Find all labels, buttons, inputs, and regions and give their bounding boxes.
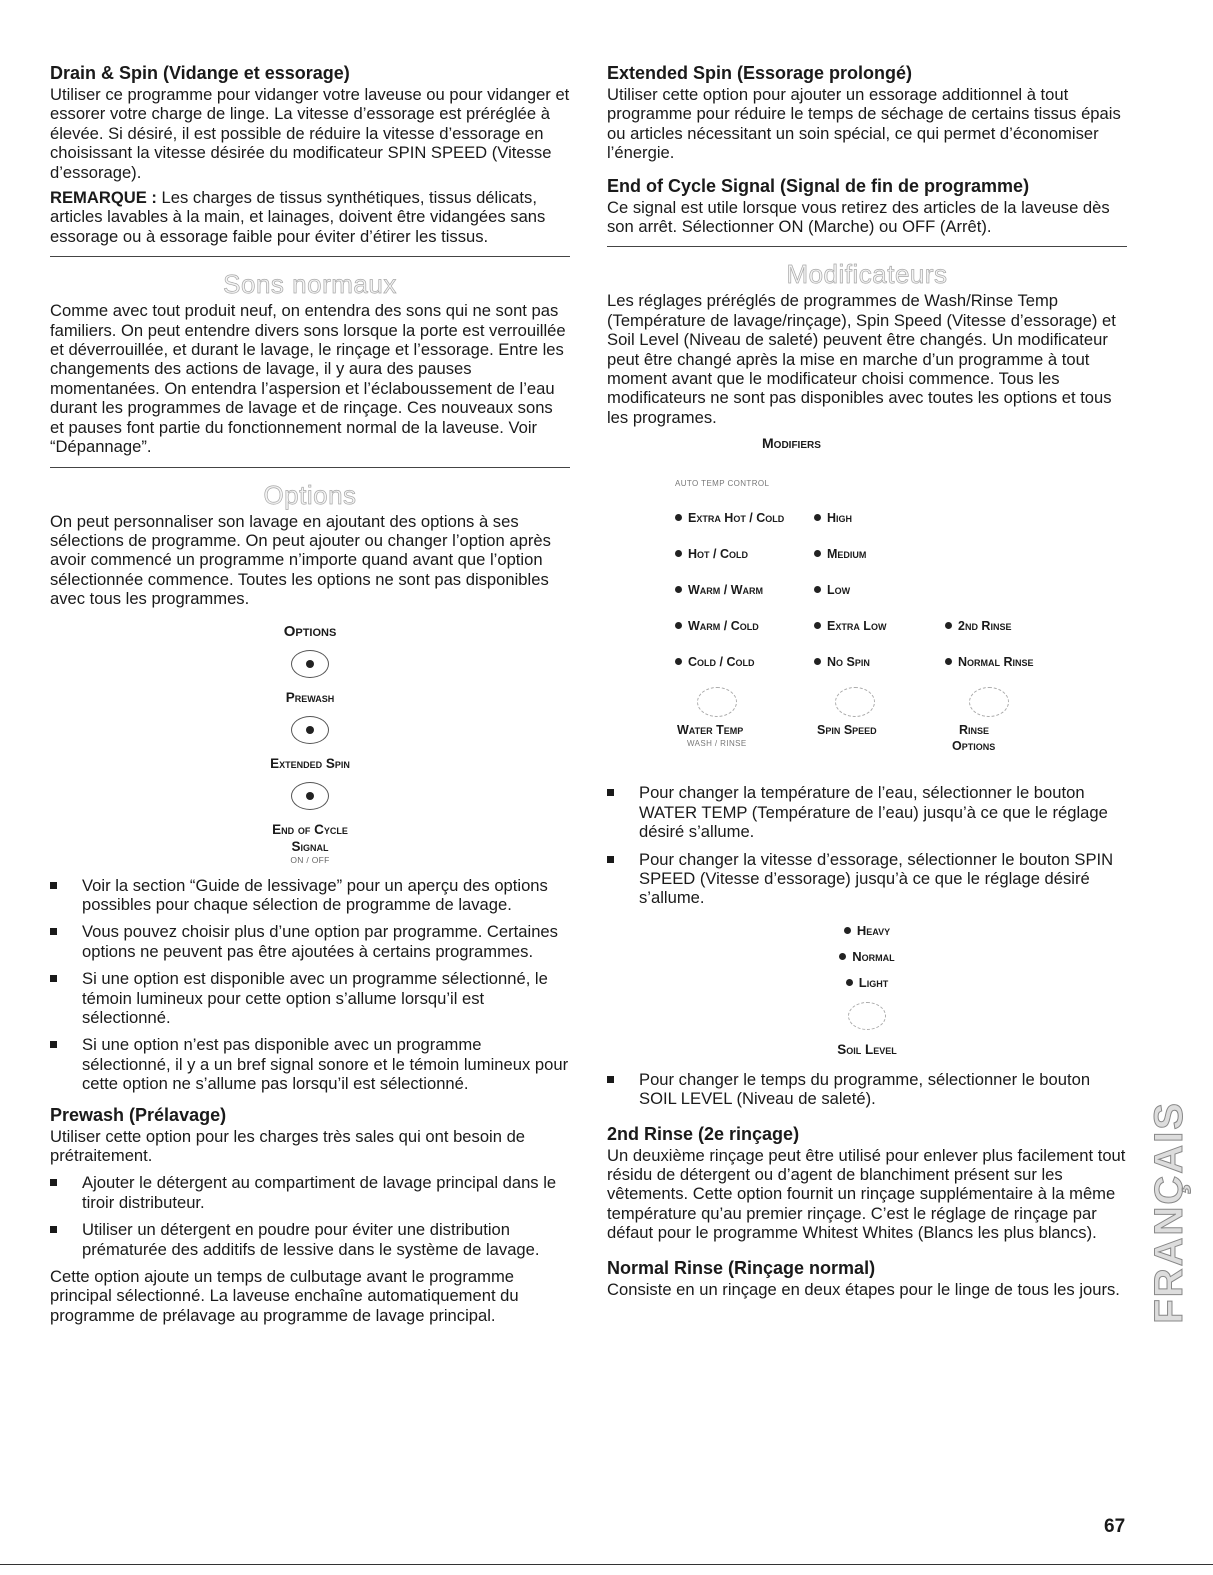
list-item: Utiliser un détergent en poudre pour éviter une distribution prématurée des additifs de lessive dans le système de lavage.: [50, 1220, 570, 1259]
rinse-item-normal-rinse: Normal Rinse: [945, 655, 1034, 669]
indicator-dot-icon: [814, 550, 821, 557]
indicator-dot-icon: [945, 658, 952, 665]
indicator-dot-icon: [675, 514, 682, 521]
indicator-dot-icon: [844, 927, 851, 934]
left-column: [50, 62, 570, 1325]
end-of-cycle-label: End of Cycle: [272, 821, 348, 837]
prewash-control: [50, 650, 570, 706]
indicator-dot-icon: [945, 622, 952, 629]
extended-spin-control: [50, 716, 570, 772]
water-temp-label: Water Temp: [677, 723, 744, 738]
end-of-cycle-control: [50, 782, 570, 866]
water-item-extra-hot-cold: Extra Hot / Cold: [675, 511, 784, 525]
spin-item-no-spin: No Spin: [814, 655, 870, 669]
water-item-hot-cold: Hot / Cold: [675, 547, 748, 561]
indicator-dot-icon: [814, 586, 821, 593]
normal-rinse-heading: Normal Rinse (Rinçage normal): [607, 1257, 876, 1278]
end-cycle-heading: End of Cycle Signal (Signal de fin de programme): [607, 175, 1030, 196]
spin-speed-button[interactable]: [835, 687, 875, 717]
spin-speed-label: Spin Speed: [817, 723, 877, 738]
drain-spin-body: Utiliser ce programme pour vidanger votre laveuse ou pour vidanger et essorer votre charge de linge. La vitesse d’essorage est préréglée à élevée. Si désiré, il est possible de réduire la vitesse d’essorage en choisissant la vitesse désirée du modificateur SPIN SPEED (Vitesse d’essorage).: [50, 85, 570, 182]
modifiers-labels: [607, 723, 1127, 779]
indicator-dot-icon: [675, 622, 682, 629]
drain-spin-heading: Drain & Spin (Vidange et essorage): [50, 63, 350, 83]
indicator-dot-icon: [814, 514, 821, 521]
indicator-dot-icon: [814, 658, 821, 665]
extended-spin-label: Extended Spin: [270, 755, 350, 771]
spin-item-extra-low: Extra Low: [814, 619, 886, 633]
list-item: Pour changer la vitesse d’essorage, sélectionner le bouton SPIN SPEED (Vitesse d’essorage) jusqu’à ce que le réglage désiré s’allume.: [607, 850, 1127, 908]
right-column: [607, 62, 1127, 1299]
divider: [607, 246, 1127, 247]
drain-spin-note: [50, 188, 570, 246]
language-tab-label: FRANÇAIS: [1146, 1100, 1191, 1324]
list-item: Pour changer le temps du programme, sélectionner le bouton SOIL LEVEL (Niveau de saleté).: [607, 1070, 1127, 1109]
second-rinse-heading: 2nd Rinse (2e rinçage): [607, 1123, 800, 1144]
soil-item-heavy: Heavy: [607, 918, 1127, 944]
list-item: Si une option est disponible avec un programme sélectionné, le témoin lumineux pour cette option s’allume lorsqu’il est sélectionné.: [50, 969, 570, 1027]
options-title: Options: [263, 479, 357, 510]
note-label: REMARQUE :: [50, 188, 157, 208]
water-item-warm-warm: Warm / Warm: [675, 583, 763, 597]
options-bullet-list: [50, 876, 570, 1094]
rinse-label2: Options: [952, 739, 996, 754]
modificateurs-title: Modificateurs: [786, 259, 948, 290]
divider: [50, 256, 570, 257]
extended-spin-body: Utiliser cette option pour ajouter un essorage additionnel à tout programme pour réduire le temps de séchage de certains tissus épais ou articles nécessitant un soin spécial, ce qui permet d’économiser l’énergie.: [607, 85, 1121, 163]
auto-temp-label: AUTO TEMP CONTROL: [675, 479, 770, 489]
water-item-warm-cold: Warm / Cold: [675, 619, 759, 633]
soil-bullet-list: [607, 1070, 1127, 1109]
page-number: 67: [1104, 1516, 1126, 1537]
indicator-dot-icon: [839, 953, 846, 960]
list-item: Si une option n’est pas disponible avec un programme sélectionné, il y a un bref signal sonore et le témoin lumineux pour cette option ne s’allume pas lorsqu’il est sélectionné.: [50, 1035, 570, 1093]
list-item: Vous pouvez choisir plus d’une option par programme. Certaines options ne peuvent pas être ajoutées à certains programmes.: [50, 922, 570, 961]
spin-item-high: High: [814, 511, 852, 525]
second-rinse-body: Un deuxième rinçage peut être utilisé pour enlever plus facilement tout résidu de détergent ou d’agent de blanchiment présent sur les vêtements. Cette option fournit un rinçage supplémentaire à la même température qu’au premier rinçage. C’est le réglage de rinçage par défaut pour le programme Whitest Whites (Blancs les plus blancs).: [607, 1145, 1126, 1243]
prewash-bullet-list: [50, 1173, 570, 1259]
indicator-dot-icon: [675, 586, 682, 593]
soil-level-button[interactable]: [848, 1002, 886, 1030]
sons-normaux-title: Sons normaux: [223, 269, 397, 300]
spin-item-medium: Medium: [814, 547, 866, 561]
indicator-dot-icon: [846, 979, 853, 986]
extended-spin-heading: Extended Spin (Essorage prolongé): [607, 63, 913, 83]
indicator-dot-icon: [814, 622, 821, 629]
prewash-body2: Cette option ajoute un temps de culbutage avant le programme principal sélectionné. La laveuse enchaîne automatiquement du programme de prélavage au programme de lavage principal.: [50, 1267, 519, 1325]
rinse-label: Rinse: [959, 723, 990, 738]
modifiers-panel-title: Modifiers: [762, 435, 821, 452]
list-item: Pour changer la température de l’eau, sélectionner le bouton WATER TEMP (Température de l’eau) jusqu’à ce que le réglage désiré s’allume.: [607, 783, 1127, 841]
end-cycle-body: Ce signal est utile lorsque vous retirez des articles de la laveuse dès son arrêt. Sélectionner ON (Marche) ou OFF (Arrêt).: [607, 197, 1110, 237]
options-body: On peut personnaliser son lavage en ajoutant des options à ses sélections de programme. On peut ajouter ou changer l’option après avoir commencé un programme n’importe quand avant que l’option sélectionnée commence. Toutes les options ne sont pas disponibles avec tous les programmes.: [50, 511, 551, 609]
indicator-dot-icon: [675, 658, 682, 665]
divider: [50, 467, 570, 468]
soil-item-light: Light: [607, 970, 1127, 996]
list-item: Ajouter le détergent au compartiment de lavage principal dans le tiroir distributeur.: [50, 1173, 570, 1212]
options-panel-title: Options: [283, 622, 337, 640]
water-temp-sub: WASH / RINSE: [687, 739, 747, 749]
modifiers-bullet-list: [607, 783, 1127, 907]
water-temp-button[interactable]: [697, 687, 737, 717]
spin-item-low: Low: [814, 583, 850, 597]
soil-item-normal: Normal: [607, 944, 1127, 970]
water-item-cold-cold: Cold / Cold: [675, 655, 754, 669]
prewash-label: Prewash: [285, 689, 335, 705]
soil-level-label: Soil Level: [837, 1041, 897, 1057]
prewash-heading: Prewash (Prélavage): [50, 1104, 227, 1125]
sons-normaux-body: Comme avec tout produit neuf, on entendra des sons qui ne sont pas familiers. On peut entendre divers sons lorsque la porte est verrouillée et déverrouillée, et durant le lavage, le rinçage et l’essorage. Entre les changements des actions de lavage, il y aura des pauses momentanées. On entendra l’aspersion et l’éclaboussement de l’eau durant les programmes de lavage et de rinçage. Ces nouveaux sons et pauses font partie du fonctionnement normal de la laveuse. Voir “Dépannage”.: [50, 301, 566, 457]
language-side-tab: [1148, 1082, 1190, 1342]
end-of-cycle-button[interactable]: [291, 782, 329, 810]
rinse-item-2nd-rinse: 2nd Rinse: [945, 619, 1011, 633]
note-text: Les charges de tissus synthétiques, tissus délicats, articles lavables à la main, et lainages, doivent être vidangées sans essorage ou à essorage faible pour éviter d’étirer les tissus.: [50, 188, 546, 246]
end-of-cycle-sub: ON / OFF: [290, 854, 330, 865]
soil-level-panel: [607, 918, 1127, 1058]
end-of-cycle-label2: Signal: [291, 838, 329, 854]
indicator-dot-icon: [675, 550, 682, 557]
prewash-button[interactable]: [291, 650, 329, 678]
extended-spin-button[interactable]: [291, 716, 329, 744]
rinse-options-button[interactable]: [969, 687, 1009, 717]
prewash-body: Utiliser cette option pour les charges très sales qui ont besoin de prétraitement.: [50, 1126, 526, 1165]
normal-rinse-body: Consiste en un rinçage en deux étapes pour le linge de tous les jours.: [607, 1279, 1120, 1299]
modifiers-panel: [607, 427, 1127, 737]
footer-divider: [0, 1564, 1213, 1565]
list-item: Voir la section “Guide de lessivage” pour un aperçu des options possibles pour chaque sélection de programme de lavage.: [50, 876, 570, 915]
modificateurs-body: Les réglages préréglés de programmes de Wash/Rinse Temp (Température de lavage/rinçage), Spin Speed (Vitesse d’essorage) et Soil Level (Niveau de saleté) peuvent être changés. Un modificateur peut être changé après la mise en marche d’un programme à tout moment avant que le modificateur choisi commence. Tous les modificateurs ne sont pas disponibles avec toutes les options et tous les programes.: [607, 291, 1116, 427]
